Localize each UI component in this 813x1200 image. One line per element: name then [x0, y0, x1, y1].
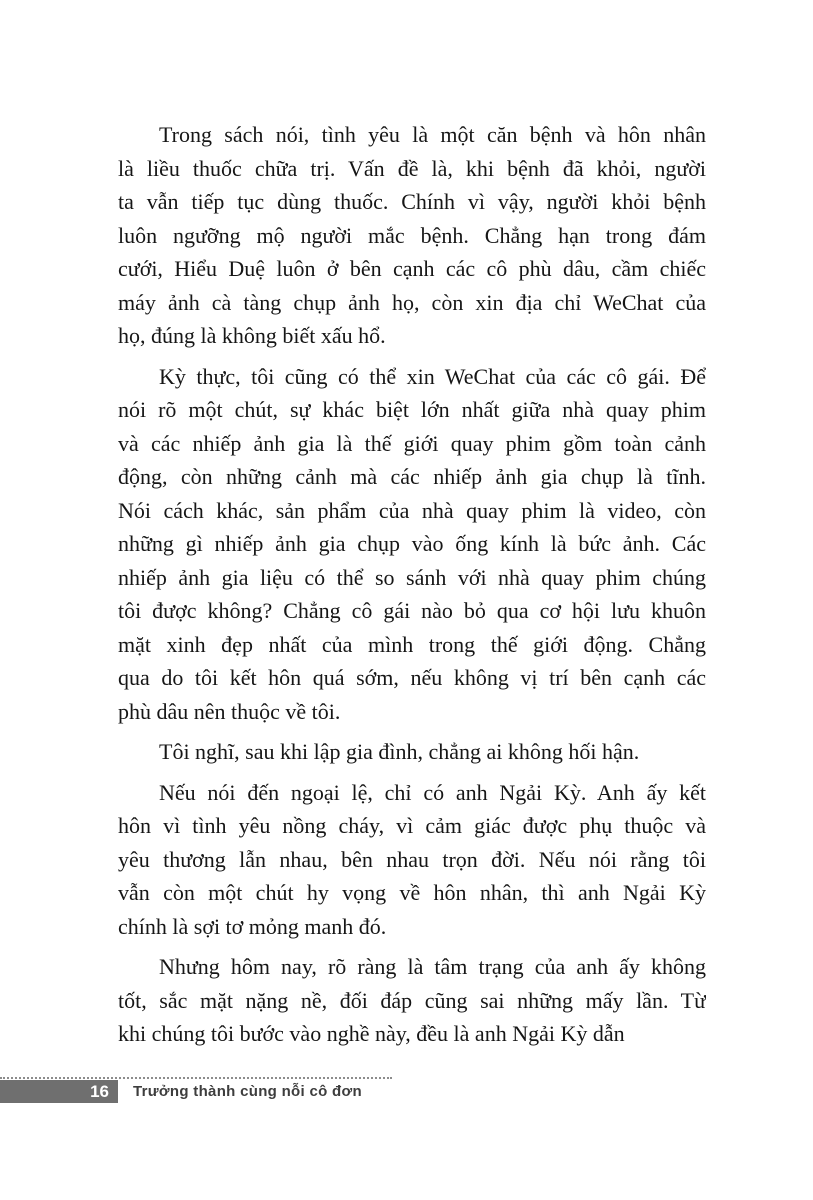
text-line: tốt, sắc mặt nặng nề, đối đáp cũng sai những mấy lần. Từ [118, 987, 706, 1013]
text-line: hôn vì tình yêu nồng cháy, vì cảm giác được phụ thuộc và [118, 813, 706, 838]
text-line: nói rõ một chút, sự khác biệt lớn nhất giữa nhà quay phim [118, 397, 706, 422]
text-line: là liều thuốc chữa trị. Vấn đề là, khi bệnh đã khỏi, người [118, 155, 706, 181]
text-line: động, còn những cảnh mà các nhiếp ảnh gia chụp là tĩnh. [118, 464, 706, 489]
book-title-footer: Trưởng thành cùng nỗi cô đơn [133, 1083, 362, 1100]
paragraph [118, 360, 706, 729]
text-line: phù dâu nên thuộc về tôi. [118, 698, 341, 724]
paragraph [118, 776, 706, 944]
text-line: qua do tôi kết hôn quá sớm, nếu không vị trí bên cạnh các [118, 665, 706, 690]
footer-divider-dotted-line [0, 1077, 392, 1079]
text-line: yêu thương lẫn nhau, bên nhau trọn đời. Nếu nói rằng tôi [118, 846, 706, 872]
text-line: họ, đúng là không biết xấu hổ. [118, 323, 386, 348]
page-footer [0, 1077, 392, 1103]
page-number-badge [0, 1080, 118, 1103]
text-line: Trong sách nói, tình yêu là một căn bệnh và hôn nhân [159, 122, 706, 147]
text-line: khi chúng tôi bước vào nghề này, đều là anh Ngải Kỳ dẫn [118, 1021, 625, 1046]
text-line: luôn ngưỡng mộ người mắc bệnh. Chẳng hạn trong đám [118, 222, 706, 248]
text-line: chính là sợi tơ mỏng manh đó. [118, 913, 387, 939]
paragraph [118, 950, 706, 1051]
text-line: Nếu nói đến ngoại lệ, chỉ có anh Ngải Kỳ. Anh ấy kết [159, 779, 706, 805]
paragraph [118, 735, 706, 769]
text-line: Kỳ thực, tôi cũng có thể xin WeChat của các cô gái. Để [159, 363, 706, 389]
text-line: Nói cách khác, sản phẩm của nhà quay phim là video, còn [118, 497, 706, 523]
text-line: ta vẫn tiếp tục dùng thuốc. Chính vì vậy, người khỏi bệnh [118, 189, 706, 214]
body-text-block [118, 118, 706, 1058]
text-line: Tôi nghĩ, sau khi lập gia đình, chẳng ai không hối hận. [159, 739, 640, 764]
text-line: những gì nhiếp ảnh gia chụp vào ống kính là bức ảnh. Các [118, 531, 706, 556]
text-line: cưới, Hiểu Duệ luôn ở bên cạnh các cô phù dâu, cầm chiếc [118, 256, 706, 281]
footer-row [0, 1080, 392, 1103]
text-line: mặt xinh đẹp nhất của mình trong thế giới động. Chẳng [118, 631, 706, 657]
text-line: máy ảnh cà tàng chụp ảnh họ, còn xin địa chỉ WeChat của [118, 289, 706, 315]
text-line: và các nhiếp ảnh gia là thế giới quay phim gồm toàn cảnh [118, 430, 706, 456]
text-line: nhiếp ảnh gia liệu có thể so sánh với nhà quay phim chúng [118, 564, 706, 590]
text-line: vẫn còn một chút hy vọng về hôn nhân, thì anh Ngải Kỳ [118, 880, 706, 905]
text-line: tôi được không? Chẳng cô gái nào bỏ qua cơ hội lưu khuôn [118, 598, 706, 623]
page-number: 16 [90, 1081, 109, 1101]
paragraph [118, 118, 706, 353]
text-line: Nhưng hôm nay, rõ ràng là tâm trạng của anh ấy không [159, 954, 706, 979]
